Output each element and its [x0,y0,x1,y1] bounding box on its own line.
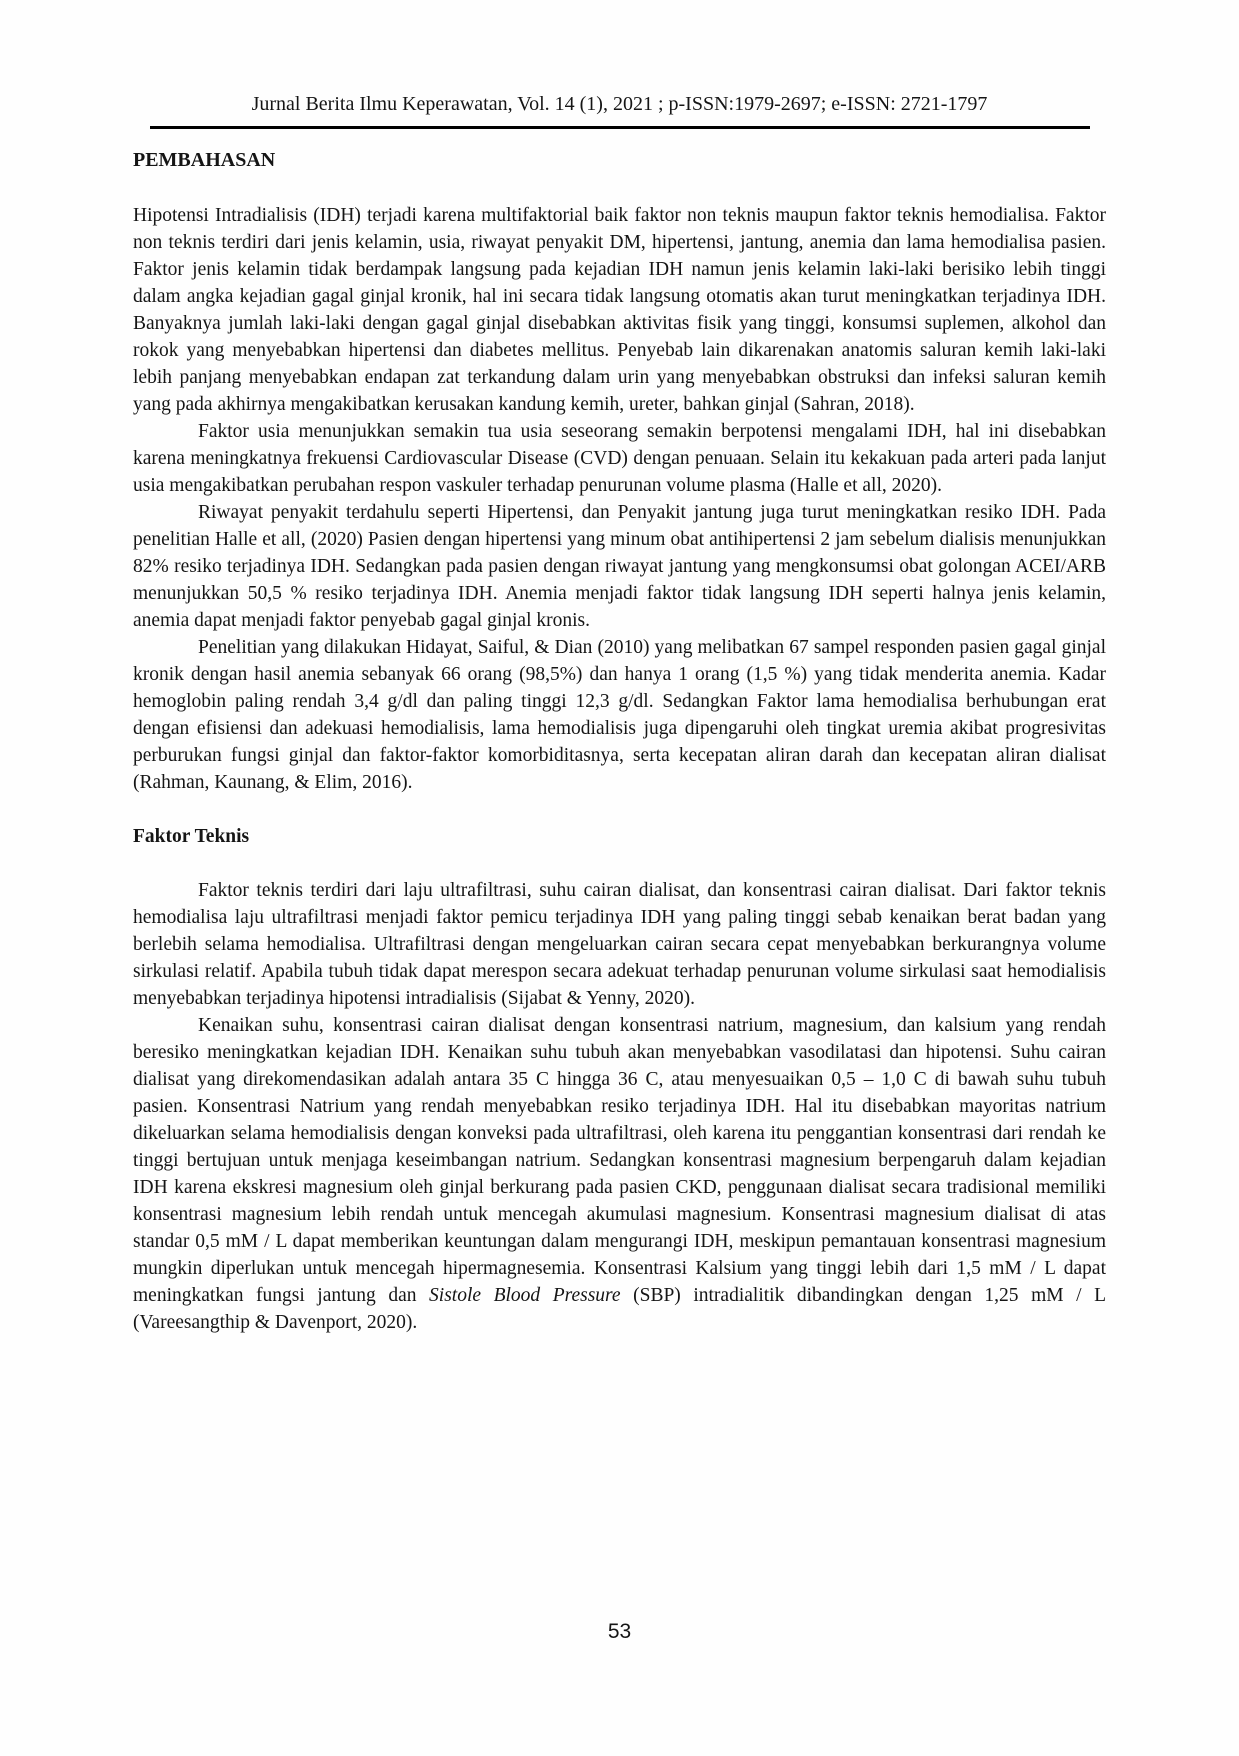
sub-heading-faktor-teknis: Faktor Teknis [133,826,250,847]
paragraph-dialysate-concentration [133,1012,1106,1336]
running-head: Jurnal Berita Ilmu Keperawatan, Vol. 14 (1), 2021 ; p-ISSN:1979-2697; e-ISSN: 2721-1797 [251,93,988,115]
header-rule [150,126,1090,129]
paragraph-text-after-italic: (SBP) intradialitik dibandingkan dengan 1,25 mM / L (Vareesangthip & Davenport, 2020). [133,1285,1106,1333]
paragraph-text-before-italic: Kenaikan suhu, konsentrasi cairan dialisat dengan konsentrasi natrium, magnesium, dan kalsium yang rendah beresiko meningkatkan kejadian IDH. Kenaikan suhu tubuh akan menyebabkan vasodilatasi dan hipotensi. Suhu cairan dialisat yang direkomendasikan adalah antara 35 C hingga 36 C, atau menyesuaikan 0,5 – 1,0 C di bawah suhu tubuh pasien. Konsentrasi Natrium yang rendah menyebabkan resiko terjadinya IDH. Hal itu disebabkan mayoritas natrium dikeluarkan selama hemodialisis dengan konveksi pada ultrafiltrasi, oleh karena itu penggantian konsentrasi dari rendah ke tinggi bertujuan untuk menjaga keseimbangan natrium. Sedangkan konsentrasi magnesium berpengaruh dalam kejadian IDH karena ekskresi magnesium oleh ginjal berkurang pada pasien CKD, penggunaan dialisat secara tradisional memiliki konsentrasi magnesium lebih rendah untuk mencegah akumulasi magnesium. Konsentrasi magnesium dialisat di atas standar 0,5 mM / L dapat memberikan keuntungan dalam mengurangi IDH, meskipun pemantauan konsentrasi magnesium mungkin diperlukan untuk mencegah hipermagnesemia. Konsentrasi Kalsium yang tinggi lebih dari 1,5 mM / L dapat meningkatkan fungsi jantung dan [133,1015,1106,1306]
paragraph-anemia-study: Penelitian yang dilakukan Hidayat, Saiful, & Dian (2010) yang melibatkan 67 sampel responden pasien gagal ginjal kronik dengan hasil anemia sebanyak 66 orang (98,5%) dan hanya 1 orang (1,5 %) yang tidak menderita anemia. Kadar hemoglobin paling rendah 3,4 g/dl dan paling tinggi 12,3 g/dl. Sedangkan Faktor lama hemodialisa berhubungan erat dengan efisiensi dan adekuasi hemodialisis, lama hemodialisis juga dipengaruhi oleh tingkat uremia akibat progresivitas perburukan fungsi ginjal dan faktor-faktor komorbiditasnya, serta kecepatan aliran darah dan kecepatan aliran dialisat (Rahman, Kaunang, & Elim, 2016). [133,637,1106,793]
italic-term-sistole-blood-pressure: Sistole Blood Pressure [429,1285,621,1306]
paragraph-age-factor: Faktor usia menunjukkan semakin tua usia seseorang semakin berpotensi mengalami IDH, hal ini disebabkan karena meningkatnya frekuensi Cardiovascular Disease (CVD) dengan penuaan. Selain itu kekakuan pada arteri pada lanjut usia mengakibatkan perubahan respon vaskuler terhadap penurunan volume plasma (Halle et all, 2020). [133,421,1106,496]
paragraph-idh-factors: Hipotensi Intradialisis (IDH) terjadi karena multifaktorial baik faktor non teknis maupun faktor teknis hemodialisa. Faktor non teknis terdiri dari jenis kelamin, usia, riwayat penyakit DM, hipertensi, jantung, anemia dan lama hemodialisa pasien. Faktor jenis kelamin tidak berdampak langsung pada kejadian IDH namun jenis kelamin laki-laki berisiko lebih tinggi dalam angka kejadian gagal ginjal kronik, hal ini secara tidak langsung otomatis akan turut meningkatkan terjadinya IDH. Banyaknya jumlah laki-laki dengan gagal ginjal disebabkan aktivitas fisik yang tinggi, konsumsi suplemen, alkohol dan rokok yang menyebabkan hipertensi dan diabetes mellitus. Penyebab lain dikarenakan anatomis saluran kemih laki-laki lebih panjang menyebabkan endapan zat terkandung dalam urin yang menyebabkan obstruksi dan infeksi saluran kemih yang pada akhirnya mengakibatkan kerusakan kandung kemih, ureter, bahkan ginjal (Sahran, 2018). [133,205,1106,415]
section-heading-pembahasan: PEMBAHASAN [133,149,276,171]
paragraph-disease-history: Riwayat penyakit terdahulu seperti Hipertensi, dan Penyakit jantung juga turut meningkatkan resiko IDH. Pada penelitian Halle et all, (2020) Pasien dengan hipertensi yang minum obat antihipertensi 2 jam sebelum dialisis menunjukkan 82% resiko terjadinya IDH. Sedangkan pada pasien dengan riwayat jantung yang mengkonsumsi obat golongan ACEI/ARB menunjukkan 50,5 % resiko terjadinya IDH. Anemia menjadi faktor tidak langsung IDH seperti halnya jenis kelamin, anemia dapat menjadi faktor penyebab gagal ginjal kronis. [133,502,1106,631]
paragraph-ultrafiltration: Faktor teknis terdiri dari laju ultrafiltrasi, suhu cairan dialisat, dan konsentrasi cairan dialisat. Dari faktor teknis hemodialisa laju ultrafiltrasi menjadi faktor pemicu terjadinya IDH yang paling tinggi sebab kenaikan berat badan yang berlebih selama hemodialisa. Ultrafiltrasi dengan mengeluarkan cairan secara cepat menyebabkan berkurangnya volume sirkulasi relatif. Apabila tubuh tidak dapat merespon secara adekuat terhadap penurunan volume sirkulasi saat hemodialisis menyebabkan terjadinya hipotensi intradialisis (Sijabat & Yenny, 2020). [133,880,1106,1009]
page-number: 53 [607,1620,632,1643]
page-content [133,147,1106,1336]
